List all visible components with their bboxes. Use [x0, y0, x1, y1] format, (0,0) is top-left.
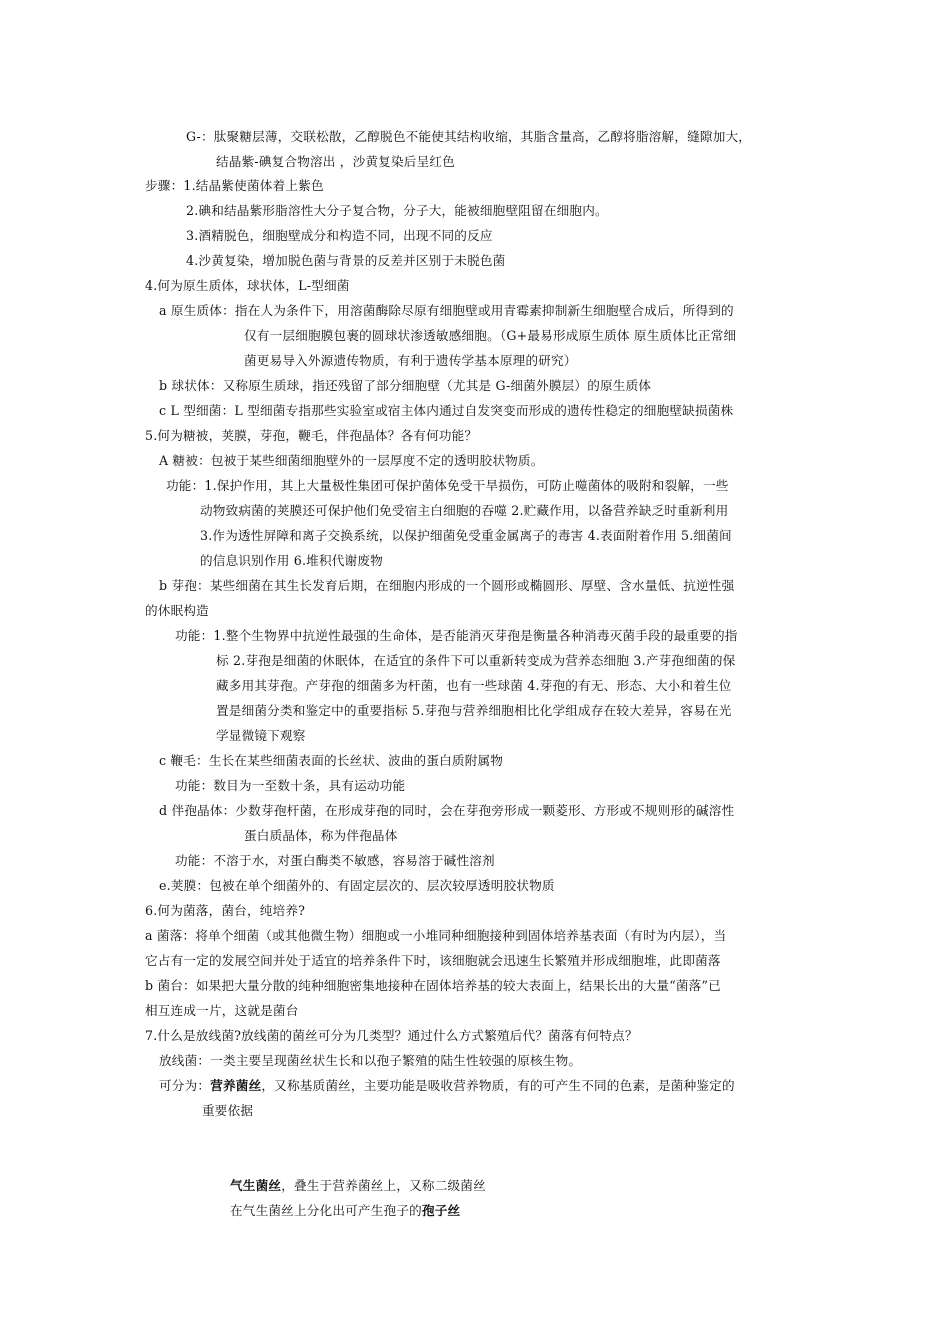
section-heading: 7.什么是放线菌?放线菌的菌丝可分为几类型？通过什么方式繁殖后代？菌落有何特点？	[145, 1028, 638, 1043]
body-text: ，又称基质菌丝，主要功能是吸收营养物质，有的可产生不同的色素，是菌种鉴定的	[261, 1078, 735, 1093]
text-line: a 菌落：将单个细菌（或其他微生物）细胞或一小堆同种细胞接种到固体培养基表面（有时为内层），当	[145, 928, 727, 943]
bold-term: 营养菌丝	[210, 1078, 262, 1093]
text-line: e.荚膜：包被在单个细菌外的、有固定层次的、层次较厚透明胶状物质	[159, 878, 555, 893]
text-line: G-：肽聚糖层薄，交联松散，乙醇脱色不能使其结构收缩，其脂含量高，乙醇将脂溶解，缝隙加大，	[186, 129, 752, 144]
section-heading: 6.何为菌落，菌台，纯培养?	[145, 903, 306, 918]
bold-term: 孢子丝	[421, 1203, 461, 1218]
text-line: 重要依据	[202, 1103, 254, 1118]
text-line: A 糖被：包被于某些细菌细胞壁外的一层厚度不定的透明胶状物质。	[159, 453, 544, 468]
text-line: d 伴孢晶体：少数芽孢杆菌，在形成芽孢的同时，会在芽孢旁形成一颗菱形、方形或不规则形的碱溶性	[159, 803, 735, 818]
text-line: c 鞭毛：生长在某些细菌表面的长丝状、波曲的蛋白质附属物	[159, 753, 504, 768]
text-line: 的信息识别作用 6.堆积代谢废物	[200, 553, 383, 568]
text-line: c L 型细菌：L 型细菌专指那些实验室或宿主体内通过自发突变而形成的遗传性稳定的细胞壁缺损菌株	[159, 403, 734, 418]
text-line: 4.沙黄复染，增加脱色菌与背景的反差并区别于未脱色菌	[186, 253, 506, 268]
text-line: 功能：不溶于水，对蛋白酶类不敏感，容易溶于碱性溶剂	[175, 853, 495, 868]
text-line: 3.作为透性屏障和离子交换系统，以保护细菌免受重金属离子的毒害 4.表面附着作用 5.细菌间	[200, 528, 732, 543]
bold-term: 气生菌丝	[230, 1178, 282, 1193]
text-line: 动物致病菌的荚膜还可保护他们免受宿主白细胞的吞噬 2.贮藏作用，以备营养缺乏时重新利用	[200, 503, 729, 518]
text-line: 仅有一层细胞膜包裹的圆球状渗透敏感细胞。（G+最易形成原生质体 原生质体比正常细	[244, 328, 737, 343]
text-line: b 球状体：又称原生质球，指还残留了部分细胞壁（尤其是 G-细菌外膜层）的原生质体	[159, 378, 652, 393]
section-heading: 4.何为原生质体，球状体，L-型细菌	[145, 278, 350, 293]
text-line: 功能：1.整个生物界中抗逆性最强的生命体，是否能消灭芽孢是衡量各种消毒灭菌手段的最重要的指	[175, 628, 738, 643]
text-line: 藏多用其芽孢。产芽孢的细菌多为杆菌，也有一些球菌 4.芽孢的有无、形态、大小和着生位	[216, 678, 732, 693]
text-line: b 菌台：如果把大量分散的纯种细胞密集地接种在固体培养基的较大表面上，结果长出的大量“菌落”已	[145, 978, 721, 993]
text-line: 放线菌：一类主要呈现菌丝状生长和以孢子繁殖的陆生性较强的原核生物。	[159, 1053, 582, 1068]
text-line: 结晶紫-碘复合物溶出 ，沙黄复染后呈红色	[216, 154, 455, 169]
text-line: 功能：数目为一至数十条，具有运动功能	[175, 778, 406, 793]
text-line	[230, 1177, 486, 1194]
body-text: ，叠生于营养菌丝上，又称二级菌丝	[281, 1178, 486, 1193]
body-text: 在气生菌丝上分化出可产生孢子的	[230, 1203, 422, 1218]
text-line: 相互连成一片，这就是菌台	[145, 1003, 299, 1018]
text-line: 菌更易导入外源遗传物质，有利于遗传学基本原理的研究）	[244, 353, 577, 368]
text-line: 的休眠构造	[145, 603, 209, 618]
text-line: a 原生质体：指在人为条件下，用溶菌酶除尽原有细胞壁或用青霉素抑制新生细胞壁合成后，所得到的	[159, 303, 734, 318]
text-line: 功能：1.保护作用，其上大量极性集团可保护菌体免受干旱损伤，可防止噬菌体的吸附和裂解，一些	[166, 478, 729, 493]
text-line: b 芽孢：某些细菌在其生长发育后期，在细胞内形成的一个圆形或椭圆形、厚壁、含水量低、抗逆性强	[159, 578, 735, 593]
text-line	[230, 1202, 460, 1219]
section-heading: 5.何为糖被，荚膜，芽孢，鞭毛，伴孢晶体？各有何功能？	[145, 428, 478, 443]
text-line: 步骤：1.结晶紫使菌体着上紫色	[145, 178, 324, 193]
text-line: 它占有一定的发展空间并处于适宜的培养条件下时，该细胞就会迅速生长繁殖并形成细胞堆，此即菌落	[145, 953, 721, 968]
text-line: 标 2.芽孢是细菌的休眠体，在适宜的条件下可以重新转变成为营养态细胞 3.产芽孢细菌的保	[216, 653, 736, 668]
text-line: 2.碘和结晶紫形脂溶性大分子复合物，分子大，能被细胞壁阻留在细胞内。	[186, 203, 608, 218]
label-text: 可分为：	[159, 1078, 211, 1093]
text-line	[159, 1077, 735, 1094]
text-line: 蛋白质晶体，称为伴孢晶体	[244, 828, 398, 843]
text-line: 学显微镜下观察	[216, 728, 306, 743]
text-line: 3.酒精脱色，细胞壁成分和构造不同，出现不同的反应	[186, 228, 493, 243]
text-line: 置是细菌分类和鉴定中的重要指标 5.芽孢与营养细胞相比化学组成存在较大差异，容易在光	[216, 703, 732, 718]
